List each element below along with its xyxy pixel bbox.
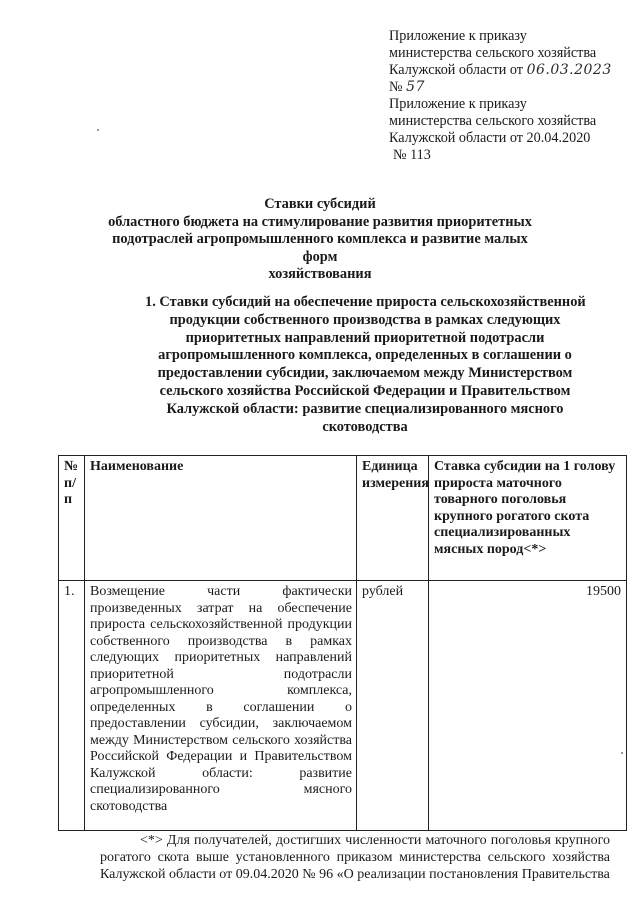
appendix-current-number [389,79,634,96]
appendix-current-line3 [389,62,634,79]
handwritten-date: 06.03.2023 [526,62,612,78]
title-line3: подотраслей агропромышленного комплекса и развитие малых форм [112,231,528,265]
cell-rate: 19500 [429,581,627,831]
cell-name: Возмещение части фактически произведенных затрат на обеспечение прироста сельскохозяйственной продукции собственного производства в рамках следующих приоритетных направлений приоритетной подотрасли агропромышленного комплекса, определенных в соглашении о предоставлении субсидии, заключаемом между Министерством сельского хозяйства Российской Федерации и Правительством Калужской области: развитие специализированного мясного скотоводства [85,581,357,831]
appendix-current-line3-prefix: Калужской области от [389,62,527,78]
section-heading-rest: продукции собственного производства в рамках следующих приоритетных направлений приоритетной подотрасли агропромышленного комплекса, определенных в соглашении о предоставлении субсидии, заключаемом между Министерством сельского хозяйства Российской Федерации и Правительством Калужской области: развитие специализированного мясного скотоводства [157,311,573,435]
scan-speck [621,752,623,754]
section-heading [145,294,585,436]
header-name: Наименование [85,456,357,581]
appendix-previous-line3: Калужской области от 20.04.2020 [389,130,591,146]
footnote-text: <*> Для получателей, достигших численности маточного поголовья крупного рогатого скота выше установленного приказом министерства сельского хозяйства Калужской области от 09.04.2020 № 96 «О реализации постановления Правительства [100,833,610,882]
footnote [100,832,610,883]
appendix-header [389,28,634,164]
header-number: № п/п [59,456,85,581]
appendix-previous-line1: Приложение к приказу [389,96,527,112]
scan-speck [97,129,99,131]
document-title [100,196,540,284]
rates-table [58,455,627,831]
appendix-previous-line2: министерства сельского хозяйства [389,113,597,129]
cell-unit: рублей [357,581,429,831]
header-unit: Единица измерения [357,456,429,581]
section-heading-first-line: 1. Ставки субсидий на обеспечение прироста сельскохозяйственной [145,294,586,310]
title-line2: областного бюджета на стимулирование развития приоритетных [108,213,532,230]
cell-number: 1. [59,581,85,831]
appendix-current-number-prefix: № [389,79,407,95]
title-line4: хозяйствования [268,266,372,282]
header-rate: Ставка субсидии на 1 голову прироста маточного товарного поголовья крупного рогатого скота специализированных мясных пород<*> [429,456,627,581]
appendix-current-line1: Приложение к приказу [389,28,527,44]
appendix-current-line2: министерства сельского хозяйства [389,45,597,61]
table-header-row [59,456,627,581]
appendix-previous-line4: № 113 [393,147,431,163]
title-line1: Ставки субсидий [264,196,376,212]
handwritten-number: 57 [406,79,425,95]
table-row [59,581,627,831]
